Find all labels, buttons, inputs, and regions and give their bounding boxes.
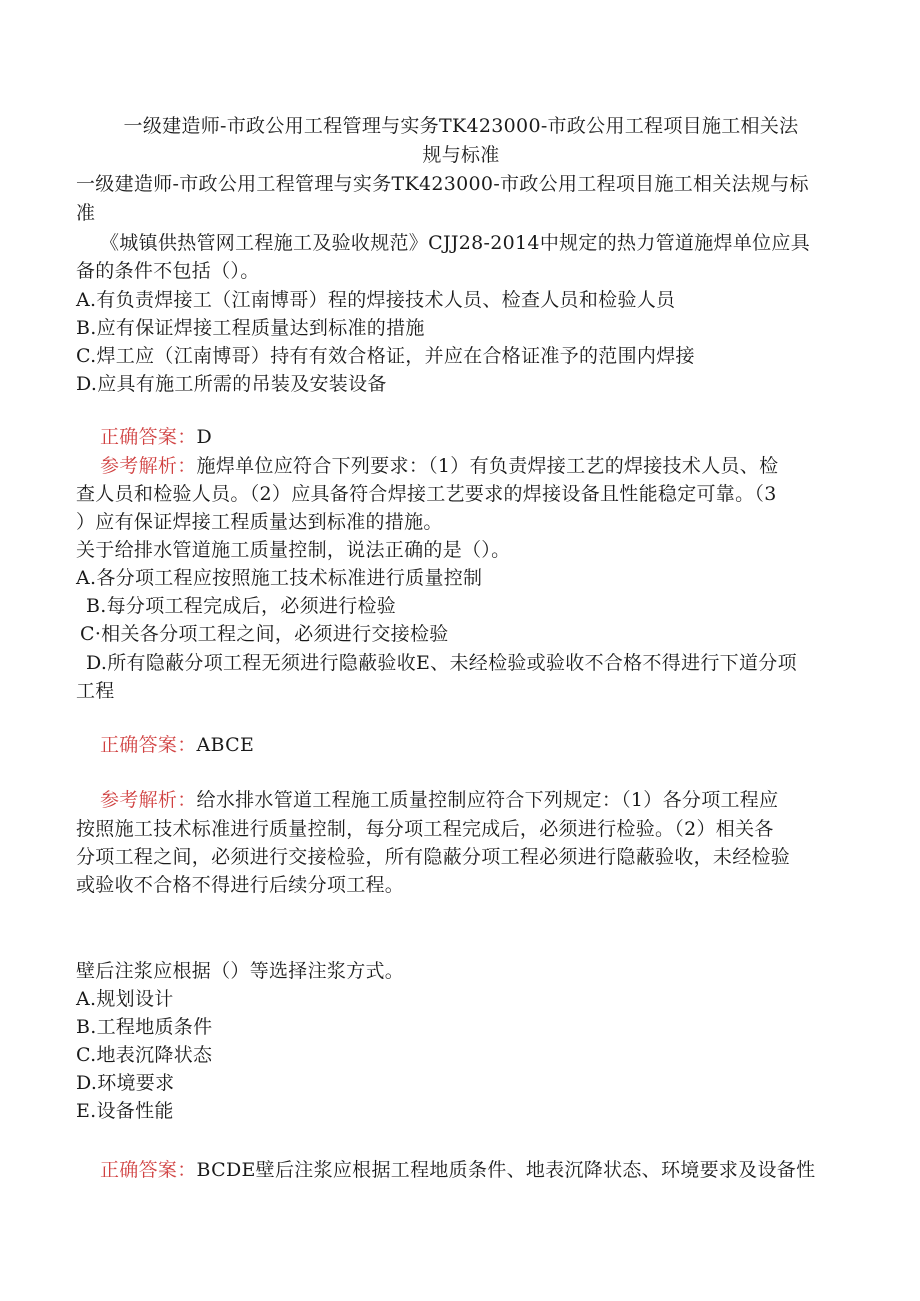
doc-subtitle-line2: 准 <box>76 202 96 224</box>
q1-option-c: C.焊工应（江南博哥）持有有效合格证，并应在合格证准予的范围内焊接 <box>76 345 695 367</box>
q3-option-e: E.设备性能 <box>76 1100 174 1122</box>
q2-option-b: B.每分项工程完成后，必须进行检验 <box>86 595 397 617</box>
q3-answer-label: 正确答案： <box>100 1159 197 1181</box>
q3-answer <box>100 1156 815 1184</box>
q2-analysis-label: 参考解析： <box>100 789 197 811</box>
q1-analysis-line1 <box>100 452 778 480</box>
q2-analysis-text1: 给水排水管道工程施工质量控制应符合下列规定：（1）各分项工程应 <box>196 789 779 811</box>
q1-option-b: B.应有保证焊接工程质量达到标准的措施 <box>76 317 425 339</box>
q1-analysis-label: 参考解析： <box>100 455 197 477</box>
q1-option-a: A.有负责焊接工（江南博哥）程的焊接技术人员、检查人员和检验人员 <box>76 289 676 311</box>
q2-analysis-line1 <box>100 786 778 814</box>
q2-stem: 关于给排水管道施工质量控制，说法正确的是（）。 <box>76 539 511 561</box>
q3-option-d: D.环境要求 <box>76 1072 175 1094</box>
q1-answer-label: 正确答案： <box>100 426 197 448</box>
q2-answer-value: ABCE <box>196 734 255 756</box>
q3-option-b: B.工程地质条件 <box>76 1016 213 1038</box>
q1-stem-line2: 备的条件不包括（）。 <box>76 260 260 282</box>
q2-analysis-line4: 或验收不合格不得进行后续分项工程。 <box>76 874 405 896</box>
q1-analysis-line2: 查人员和检验人员。（2）应具备符合焊接工艺要求的焊接设备且性能稳定可靠。（3 <box>76 483 777 505</box>
q1-analysis-line3: ）应有保证焊接工程质量达到标准的措施。 <box>76 511 443 533</box>
doc-subtitle-line1: 一级建造师-市政公用工程管理与实务TK423000-市政公用工程项目施工相关法规与标 <box>76 173 809 195</box>
doc-title-line1: 一级建造师-市政公用工程管理与实务TK423000-市政公用工程项目施工相关法 <box>123 115 799 137</box>
q2-option-d-cont: 工程 <box>76 680 115 702</box>
q3-answer-value: BCDE壁后注浆应根据工程地质条件、地表沉降状态、环境要求及设备性 <box>196 1159 816 1181</box>
q3-option-c: C.地表沉降状态 <box>76 1044 213 1066</box>
q1-option-d: D.应具有施工所需的吊装及安装设备 <box>76 373 387 395</box>
q2-option-a: A.各分项工程应按照施工技术标准进行质量控制 <box>76 567 483 589</box>
q2-answer-label: 正确答案： <box>100 734 197 756</box>
q3-stem: 壁后注浆应根据（）等选择注浆方式。 <box>76 960 405 982</box>
q3-option-a: A.规划设计 <box>76 988 174 1010</box>
q2-option-d: D.所有隐蔽分项工程无须进行隐蔽验收E、未经检验或验收不合格不得进行下道分项 <box>86 652 797 674</box>
doc-title-line2: 规与标准 <box>422 144 500 166</box>
q1-stem-line1: 《城镇供热管网工程施工及验收规范》CJJ28-2014中规定的热力管道施焊单位应具 <box>100 232 811 254</box>
q2-option-c: C·相关各分项工程之间，必须进行交接检验 <box>80 623 449 645</box>
q2-answer <box>100 731 254 759</box>
q1-analysis-text1: 施焊单位应符合下列要求：（1）有负责焊接工艺的焊接技术人员、检 <box>196 455 779 477</box>
q2-analysis-line2: 按照施工技术标准进行质量控制，每分项工程完成后，必须进行检验。（2）相关各 <box>76 818 774 840</box>
q1-answer-value: D <box>196 426 213 448</box>
q2-analysis-line3: 分项工程之间，必须进行交接检验，所有隐蔽分项工程必须进行隐蔽验收，未经检验 <box>76 846 791 868</box>
q1-answer <box>100 423 212 451</box>
